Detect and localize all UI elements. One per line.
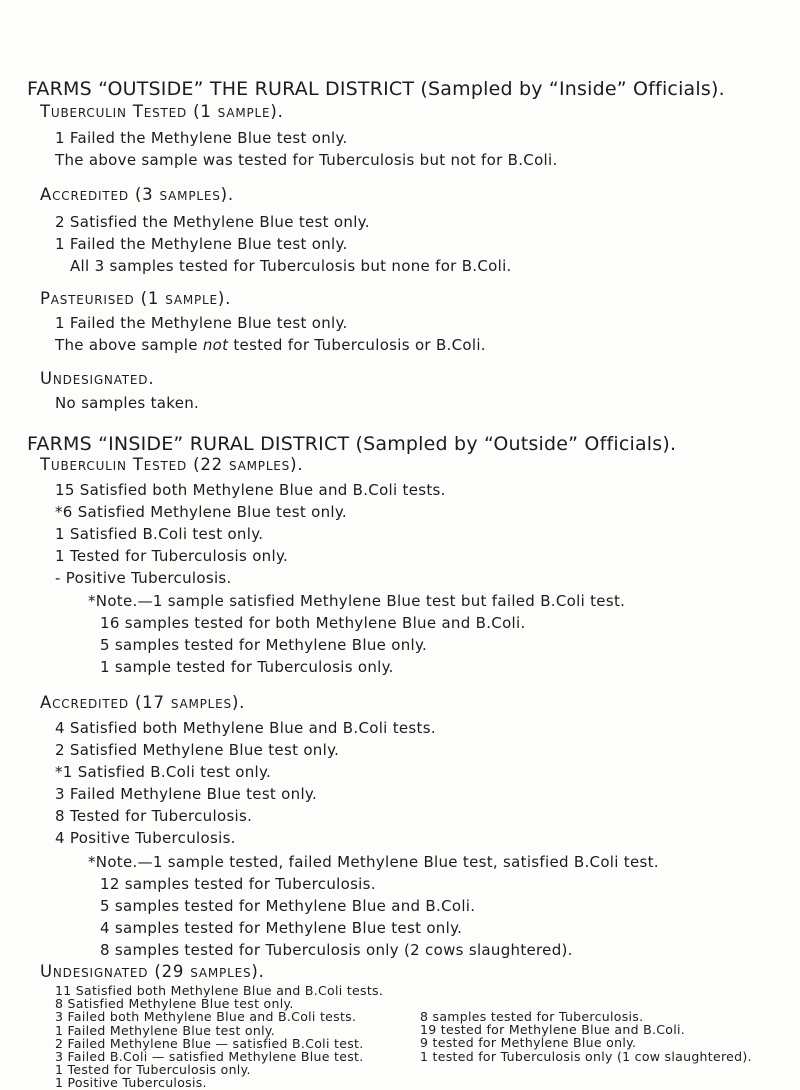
s2-accredited-line: 2 Satisfied Methylene Blue test only. <box>55 741 340 759</box>
s2-undesignated-line: 3 Failed B.Coli — satisfied Methylene Blue test. <box>55 1049 364 1064</box>
s2-undesignated-line: 8 Satisfied Methylene Blue test only. <box>55 996 294 1012</box>
s2-accredited-line: 4 Positive Tuberculosis. <box>55 829 236 847</box>
s2-undesignated-note: 9 tested for Methylene Blue only. <box>420 1035 637 1051</box>
s2-undesignated-line: 3 Failed both Methylene Blue and B.Coli tests. <box>55 1009 357 1025</box>
s1-undesignated-title: Undesignated. <box>40 369 155 388</box>
s2-tuberculin-note: 5 samples tested for Methylene Blue only. <box>100 636 428 654</box>
s1-pasteurised-note <box>55 336 486 354</box>
s2-undesignated-line: 1 Tested for Tuberculosis only. <box>55 1062 251 1078</box>
s1-tuberculin-line: The above sample was tested for Tuberculosis but not for B.Coli. <box>55 151 558 169</box>
s2-accredited-note: 12 samples tested for Tuberculosis. <box>100 875 376 893</box>
s2-accredited-line: 3 Failed Methylene Blue test only. <box>55 785 318 803</box>
s1-tuberculin-title: Tuberculin Tested (1 sample). <box>40 102 284 121</box>
s2-undesignated-line: 1 Failed Methylene Blue test only. <box>55 1022 276 1038</box>
s2-undesignated-line: 1 Positive Tuberculosis. <box>55 1075 207 1090</box>
section1-heading: FARMS “OUTSIDE” THE RURAL DISTRICT (Sampled by “Inside” Officials). <box>27 78 725 100</box>
s2-undesignated-line: 11 Satisfied both Methylene Blue and B.Coli tests. <box>55 983 384 998</box>
s2-undesignated-note: 1 tested for Tuberculosis only (1 cow slaughtered). <box>420 1048 752 1064</box>
section2-heading: FARMS “INSIDE” RURAL DISTRICT (Sampled by “Outside” Officials). <box>27 433 677 455</box>
s2-tuberculin-line: - Positive Tuberculosis. <box>55 569 232 587</box>
s2-accredited-line: 8 Tested for Tuberculosis. <box>55 807 253 825</box>
s1-undesignated-line: No samples taken. <box>55 394 200 412</box>
s2-tuberculin-note: *Note.—1 sample satisfied Methylene Blue test but failed B.Coli test. <box>88 592 626 610</box>
s2-tuberculin-line: 1 Satisfied B.Coli test only. <box>55 525 264 543</box>
s2-tuberculin-title: Tuberculin Tested (22 samples). <box>40 455 304 474</box>
s1-accredited-line: 1 Failed the Methylene Blue test only. <box>55 235 348 253</box>
s2-accredited-note: 5 samples tested for Methylene Blue and B.Coli. <box>100 897 476 915</box>
s2-accredited-note: 4 samples tested for Methylene Blue test only. <box>100 919 463 937</box>
s2-tuberculin-line: 15 Satisfied both Methylene Blue and B.Coli tests. <box>55 481 446 499</box>
s1-pasteurised-note-pre: The above sample <box>55 336 203 354</box>
s2-undesignated-note: 8 samples tested for Tuberculosis. <box>420 1009 644 1024</box>
s2-accredited-title: Accredited (17 samples). <box>40 693 246 712</box>
s1-pasteurised-note-emphasis: not <box>202 336 229 354</box>
s1-tuberculin-line: 1 Failed the Methylene Blue test only. <box>55 129 348 147</box>
s2-tuberculin-line: *6 Satisfied Methylene Blue test only. <box>55 503 347 521</box>
s2-accredited-note: 8 samples tested for Tuberculosis only (2 cows slaughtered). <box>100 941 573 959</box>
s2-accredited-note: *Note.—1 sample tested, failed Methylene Blue test, satisfied B.Coli test. <box>88 853 659 871</box>
s1-accredited-title: Accredited (3 samples). <box>40 185 234 204</box>
s2-accredited-line: 4 Satisfied both Methylene Blue and B.Coli tests. <box>55 719 436 737</box>
s2-tuberculin-note: 16 samples tested for both Methylene Blue and B.Coli. <box>100 614 526 632</box>
s1-pasteurised-title: Pasteurised (1 sample). <box>40 289 232 308</box>
s1-pasteurised-note-post: tested for Tuberculosis or B.Coli. <box>228 336 486 354</box>
s2-tuberculin-note: 1 sample tested for Tuberculosis only. <box>100 658 394 676</box>
s2-accredited-line: *1 Satisfied B.Coli test only. <box>55 763 272 781</box>
s1-accredited-line: 2 Satisfied the Methylene Blue test only. <box>55 213 370 231</box>
s2-undesignated-line: 2 Failed Methylene Blue — satisfied B.Coli test. <box>55 1035 364 1051</box>
s1-pasteurised-line: 1 Failed the Methylene Blue test only. <box>55 314 348 332</box>
s1-accredited-line: All 3 samples tested for Tuberculosis but none for B.Coli. <box>70 257 512 275</box>
s2-undesignated-title: Undesignated (29 samples). <box>40 962 265 981</box>
s2-undesignated-note: 19 tested for Methylene Blue and B.Coli. <box>420 1022 686 1038</box>
s2-tuberculin-line: 1 Tested for Tuberculosis only. <box>55 547 289 565</box>
